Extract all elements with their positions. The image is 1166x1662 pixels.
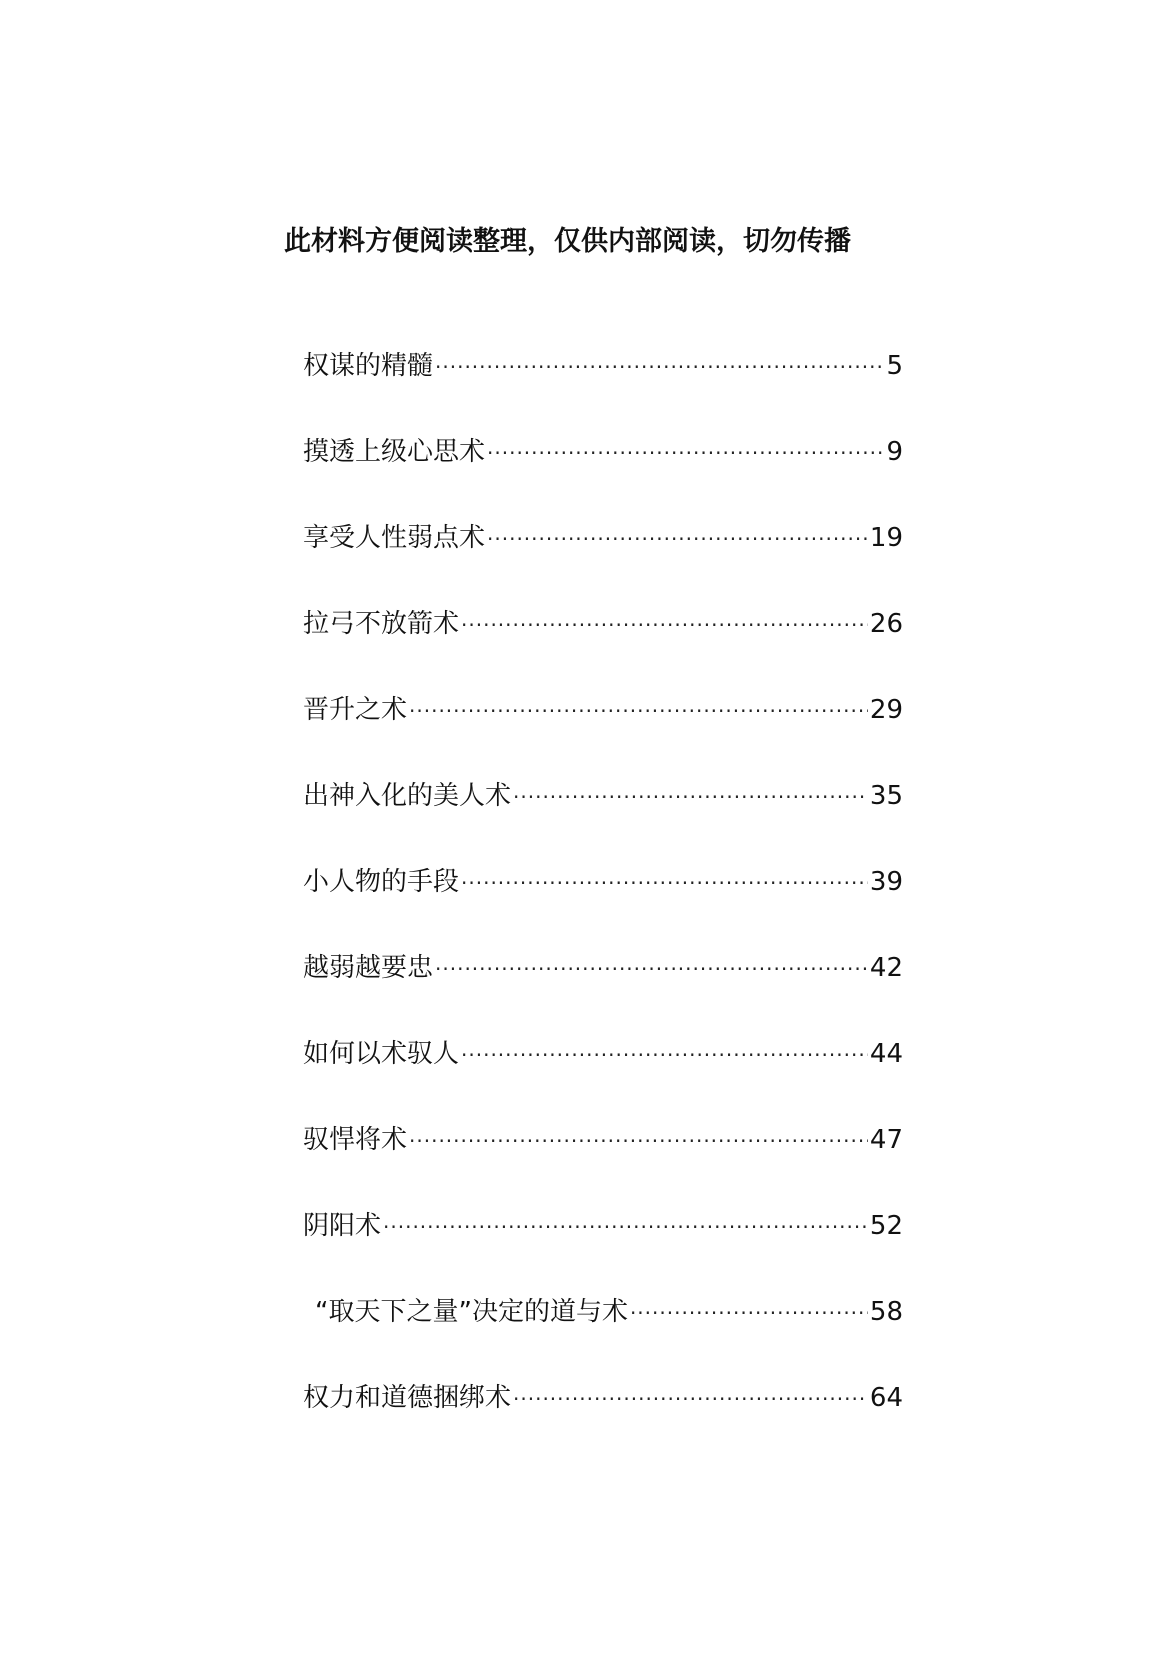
toc-entry-page-number: 26 xyxy=(869,609,903,639)
toc-entry-title: 阴阳术 xyxy=(303,1211,382,1241)
confidentiality-notice: 此材料方便阅读整理，仅供内部阅读，切勿传播 xyxy=(284,226,851,257)
toc-entry[interactable] xyxy=(303,864,903,950)
toc-entry[interactable] xyxy=(303,606,903,692)
toc-entry-title: 出神入化的美人术 xyxy=(303,781,512,811)
toc-entry[interactable] xyxy=(303,1208,903,1294)
dot-leader xyxy=(461,865,868,901)
toc-entry-title: 拉弓不放箭术 xyxy=(303,609,460,639)
toc-entry-title: 如何以术驭人 xyxy=(303,1039,460,1069)
toc-entry-title: 越弱越要忠 xyxy=(303,953,434,983)
dot-leader xyxy=(487,521,868,557)
toc-entry-page-number: 35 xyxy=(869,781,903,811)
toc-entry[interactable] xyxy=(303,1036,903,1122)
dot-leader xyxy=(409,693,868,729)
toc-entry[interactable] xyxy=(303,950,903,1036)
dot-leader xyxy=(435,349,884,385)
dot-leader xyxy=(630,1295,868,1331)
toc-entry-title: 权力和道德捆绑术 xyxy=(303,1383,512,1413)
toc-entry-page-number: 64 xyxy=(869,1383,903,1413)
toc-entry-page-number: 52 xyxy=(869,1211,903,1241)
toc-entry-title: 小人物的手段 xyxy=(303,867,460,897)
toc-entry-page-number: 39 xyxy=(869,867,903,897)
dot-leader xyxy=(487,435,884,471)
toc-entry[interactable] xyxy=(303,348,903,434)
toc-entry-title: 权谋的精髓 xyxy=(303,351,434,381)
dot-leader xyxy=(513,779,868,815)
dot-leader xyxy=(461,1037,868,1073)
dot-leader xyxy=(513,1381,868,1417)
toc-entry[interactable] xyxy=(303,1294,903,1380)
toc-entry-page-number: 58 xyxy=(869,1297,903,1327)
toc-entry-title: 驭悍将术 xyxy=(303,1125,408,1155)
toc-entry-page-number: 44 xyxy=(869,1039,903,1069)
toc-entry-title: 摸透上级心思术 xyxy=(303,437,486,467)
toc-entry-page-number: 29 xyxy=(869,695,903,725)
toc-entry-title: “取天下之量”决定的道与术 xyxy=(315,1297,628,1327)
toc-entry[interactable] xyxy=(303,692,903,778)
dot-leader xyxy=(409,1123,868,1159)
toc-entry-page-number: 9 xyxy=(886,437,903,467)
toc-entry-page-number: 5 xyxy=(886,351,903,381)
toc-entry-title: 晋升之术 xyxy=(303,695,408,725)
dot-leader xyxy=(461,607,868,643)
toc-entry[interactable] xyxy=(303,778,903,864)
dot-leader xyxy=(435,951,868,987)
toc-entry-title: 享受人性弱点术 xyxy=(303,523,486,553)
dot-leader xyxy=(383,1209,868,1245)
toc-entry[interactable] xyxy=(303,520,903,606)
toc-entry[interactable] xyxy=(303,1380,903,1466)
toc-entry[interactable] xyxy=(303,434,903,520)
toc-entry-page-number: 42 xyxy=(869,953,903,983)
table-of-contents xyxy=(303,348,903,1466)
toc-entry-page-number: 19 xyxy=(869,523,903,553)
toc-entry-page-number: 47 xyxy=(869,1125,903,1155)
toc-entry[interactable] xyxy=(303,1122,903,1208)
